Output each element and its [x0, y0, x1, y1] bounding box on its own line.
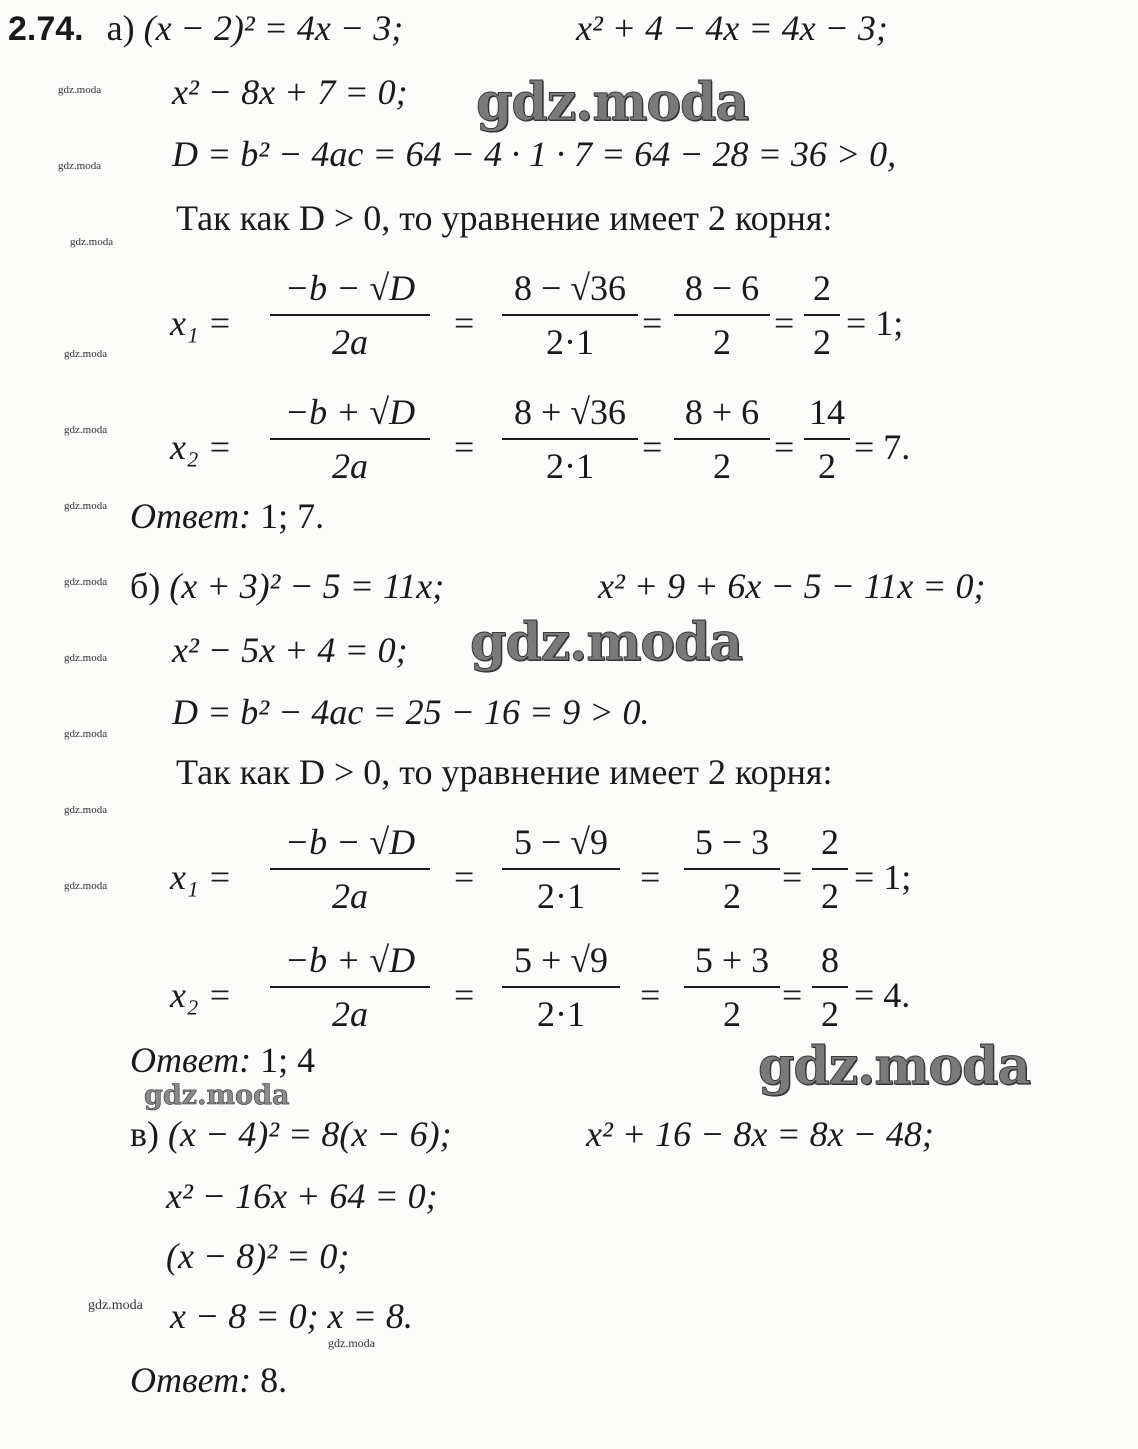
fraction-numerator: 5 + 3 — [694, 940, 770, 980]
watermark-small: gdz.moda — [64, 424, 108, 436]
fraction-numerator: −b − √D — [284, 268, 416, 308]
fraction — [812, 934, 848, 1040]
x2-result: = 7. — [854, 427, 911, 467]
fraction-denominator: 2 — [713, 446, 731, 486]
ghost-text — [760, 60, 768, 97]
watermark-small: gdz.moda — [64, 804, 108, 816]
watermark-large: gdz.moda — [470, 612, 743, 673]
fraction-denominator: 2 — [821, 994, 839, 1034]
watermark-small: gdz.moda — [88, 1298, 143, 1313]
fraction — [674, 386, 770, 492]
fraction-denominator: 2·1 — [537, 994, 585, 1034]
part-v-line1-left: (x − 4)² = 8(x − 6); — [168, 1114, 452, 1154]
part-a-line1-left: (x − 2)² = 4x − 3; — [143, 8, 404, 48]
watermark-small: gdz.moda — [64, 652, 108, 664]
answer-label: Ответ: — [130, 1040, 252, 1080]
fraction-numerator: 5 + √9 — [513, 940, 609, 980]
fraction-numerator: 2 — [821, 822, 839, 862]
problem-number: 2.74. — [8, 10, 84, 48]
watermark-small: gdz.moda — [70, 236, 114, 248]
x2-result: = 4. — [854, 975, 911, 1015]
part-b-line1-left: (x + 3)² − 5 = 11x; — [169, 566, 445, 606]
fraction — [804, 386, 850, 492]
equals-sign: = — [454, 303, 475, 343]
part-a-line4: Так как D > 0, то уравнение имеет 2 корня: — [176, 198, 833, 238]
watermark-small: gdz.moda — [328, 1336, 375, 1350]
watermark-large: gdz.moda — [758, 1036, 1031, 1097]
part-v-label: в) — [130, 1114, 159, 1154]
fraction-numerator: 5 − 3 — [694, 822, 770, 862]
answer-label: Ответ: — [130, 496, 252, 536]
watermark-small: gdz.moda — [64, 728, 108, 740]
part-b-line1-right: x² + 9 + 6x − 5 − 11x = 0; — [598, 566, 986, 606]
x1-label: x₁ = — [170, 857, 232, 897]
x1-result: = 1; — [854, 857, 912, 897]
part-a-label: а) — [106, 8, 135, 48]
fraction-numerator: 8 — [821, 940, 839, 980]
watermark-small: gdz.moda — [58, 84, 102, 96]
equals-sign: = — [642, 427, 663, 467]
fraction — [502, 816, 620, 922]
fraction-denominator: 2 — [723, 876, 741, 916]
fraction-denominator: 2·1 — [546, 446, 594, 486]
part-v-line4: x − 8 = 0; x = 8. — [170, 1296, 413, 1336]
equals-sign: = — [774, 303, 795, 343]
x1-result: = 1; — [846, 303, 904, 343]
answer-value: 8. — [260, 1360, 288, 1400]
watermark-small: gdz.moda — [64, 348, 108, 360]
fraction-numerator: 2 — [813, 268, 831, 308]
part-b-line2: x² − 5x + 4 = 0; — [172, 630, 408, 670]
fraction-denominator: 2 — [821, 876, 839, 916]
watermark-large: gdz.moda — [476, 72, 749, 133]
equals-sign: = — [774, 427, 795, 467]
part-b-line1-left-group — [130, 566, 444, 606]
fraction-denominator: 2 — [818, 446, 836, 486]
fraction-denominator: 2a — [332, 322, 368, 362]
part-v-line1-right: x² + 16 − 8x = 8x − 48; — [586, 1114, 934, 1154]
watermark-small: gdz.moda — [64, 500, 108, 512]
fraction — [684, 934, 780, 1040]
equals-sign: = — [782, 857, 803, 897]
part-a-line2: x² − 8x + 7 = 0; — [172, 72, 408, 112]
fraction — [270, 934, 430, 1040]
fraction-denominator: 2 — [713, 322, 731, 362]
fraction — [270, 386, 430, 492]
fraction-denominator: 2a — [332, 876, 368, 916]
fraction — [812, 816, 848, 922]
part-v-line3: (x − 8)² = 0; — [166, 1236, 350, 1276]
fraction-numerator: −b + √D — [284, 392, 416, 432]
part-b-line3: D = b² − 4ac = 25 − 16 = 9 > 0. — [172, 692, 650, 732]
x2-label: x₂ = — [170, 427, 232, 467]
part-b-label: б) — [130, 566, 161, 606]
fraction — [502, 934, 620, 1040]
fraction — [684, 816, 780, 922]
equals-sign: = — [454, 427, 475, 467]
fraction — [270, 262, 430, 368]
part-b-x1-equation — [170, 816, 930, 946]
fraction — [804, 262, 840, 368]
part-a-line3: D = b² − 4ac = 64 − 4 · 1 · 7 = 64 − 28 = 36 > 0, — [172, 134, 897, 174]
fraction-numerator: 8 + 6 — [684, 392, 760, 432]
watermark-small: gdz.moda — [64, 880, 108, 892]
equals-sign: = — [640, 857, 661, 897]
equals-sign: = — [454, 975, 475, 1015]
part-b-answer — [130, 1040, 315, 1080]
part-b-line4: Так как D > 0, то уравнение имеет 2 корня: — [176, 752, 833, 792]
part-v-line1-left-group — [130, 1114, 452, 1154]
fraction-numerator: 8 − √36 — [513, 268, 627, 308]
answer-label: Ответ: — [130, 1360, 252, 1400]
watermark-small: gdz.moda — [64, 576, 108, 588]
part-v-answer — [130, 1360, 287, 1400]
fraction-numerator: 5 − √9 — [513, 822, 609, 862]
fraction-denominator: 2 — [813, 322, 831, 362]
fraction-numerator: 8 + √36 — [513, 392, 627, 432]
fraction-denominator: 2 — [723, 994, 741, 1034]
part-v-line2: x² − 16x + 64 = 0; — [166, 1176, 438, 1216]
fraction — [502, 386, 638, 492]
fraction-numerator: 14 — [809, 392, 845, 432]
fraction-denominator: 2a — [332, 446, 368, 486]
fraction-numerator: −b + √D — [284, 940, 416, 980]
problem-header-a — [8, 8, 403, 49]
fraction — [270, 816, 430, 922]
fraction — [674, 262, 770, 368]
x2-label: x₂ = — [170, 975, 232, 1015]
watermark-small: gdz.moda — [58, 160, 102, 172]
answer-value: 1; 4 — [260, 1040, 316, 1080]
answer-value: 1; 7. — [260, 496, 325, 536]
equals-sign: = — [782, 975, 803, 1015]
equals-sign: = — [642, 303, 663, 343]
equals-sign: = — [454, 857, 475, 897]
part-a-answer — [130, 496, 324, 536]
fraction — [502, 262, 638, 368]
part-a-line1-right: x² + 4 − 4x = 4x − 3; — [576, 8, 888, 48]
fraction-denominator: 2·1 — [537, 876, 585, 916]
x1-label: x₁ = — [170, 303, 232, 343]
fraction-numerator: −b − √D — [284, 822, 416, 862]
equals-sign: = — [640, 975, 661, 1015]
fraction-denominator: 2a — [332, 994, 368, 1034]
fraction-denominator: 2·1 — [546, 322, 594, 362]
fraction-numerator: 8 − 6 — [684, 268, 760, 308]
watermark-medium: gdz.moda — [144, 1080, 290, 1111]
part-a-x1-equation — [170, 262, 930, 392]
